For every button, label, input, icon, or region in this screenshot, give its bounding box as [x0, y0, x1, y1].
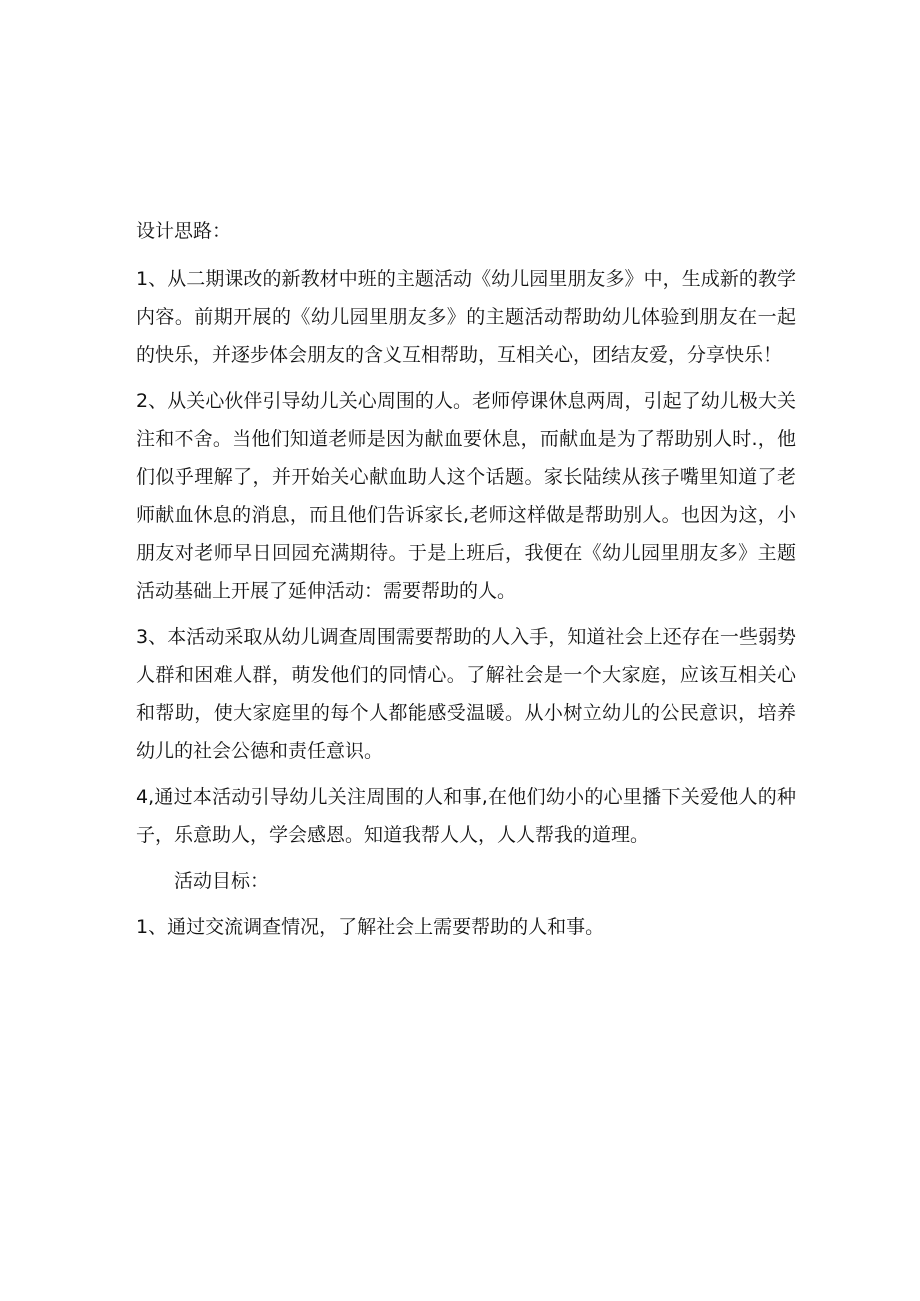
goal-item-1: 1、通过交流调查情况，了解社会上需要帮助的人和事。	[136, 916, 605, 938]
document-body	[136, 212, 796, 954]
paragraph-3: 3、本活动采取从幼儿调查周围需要帮助的人入手，知道社会上还存在一些弱势人群和困难人群，萌发他们的同情心。了解社会是一个大家庭，应该互相关心和帮助，使大家庭里的每个人都能感受温暖。从小树立幼儿的公民意识，培养幼儿的社会公德和责任意识。	[136, 626, 796, 762]
activity-goals-heading: 活动目标：	[174, 870, 270, 892]
design-ideas-heading: 设计思路：	[136, 220, 232, 242]
paragraph-2: 2、从关心伙伴引导幼儿关心周围的人。老师停课休息两周，引起了幼儿极大关注和不舍。当他们知道老师是因为献血要休息，而献血是为了帮助别人时.，他们似乎理解了，并开始关心献血助人这个话题。家长陆续从孩子嘴里知道了老师献血休息的消息，而且他们告诉家长,老师这样做是帮助别人。也因为这，小朋友对老师早日回园充满期待。于是上班后，我便在《幼儿园里朋友多》主题活动基础上开展了延伸活动：需要帮助的人。	[136, 390, 796, 602]
paragraph-4: 4,通过本活动引导幼儿关注周围的人和事,在他们幼小的心里播下关爱他人的种子，乐意助人，学会感恩。知道我帮人人，人人帮我的道理。	[136, 786, 796, 846]
paragraph-1: 1、从二期课改的新教材中班的主题活动《幼儿园里朋友多》中，生成新的教学内容。前期开展的《幼儿园里朋友多》的主题活动帮助幼儿体验到朋友在一起的快乐，并逐步体会朋友的含义互相帮助，互相关心，团结友爱，分享快乐！	[136, 268, 796, 366]
